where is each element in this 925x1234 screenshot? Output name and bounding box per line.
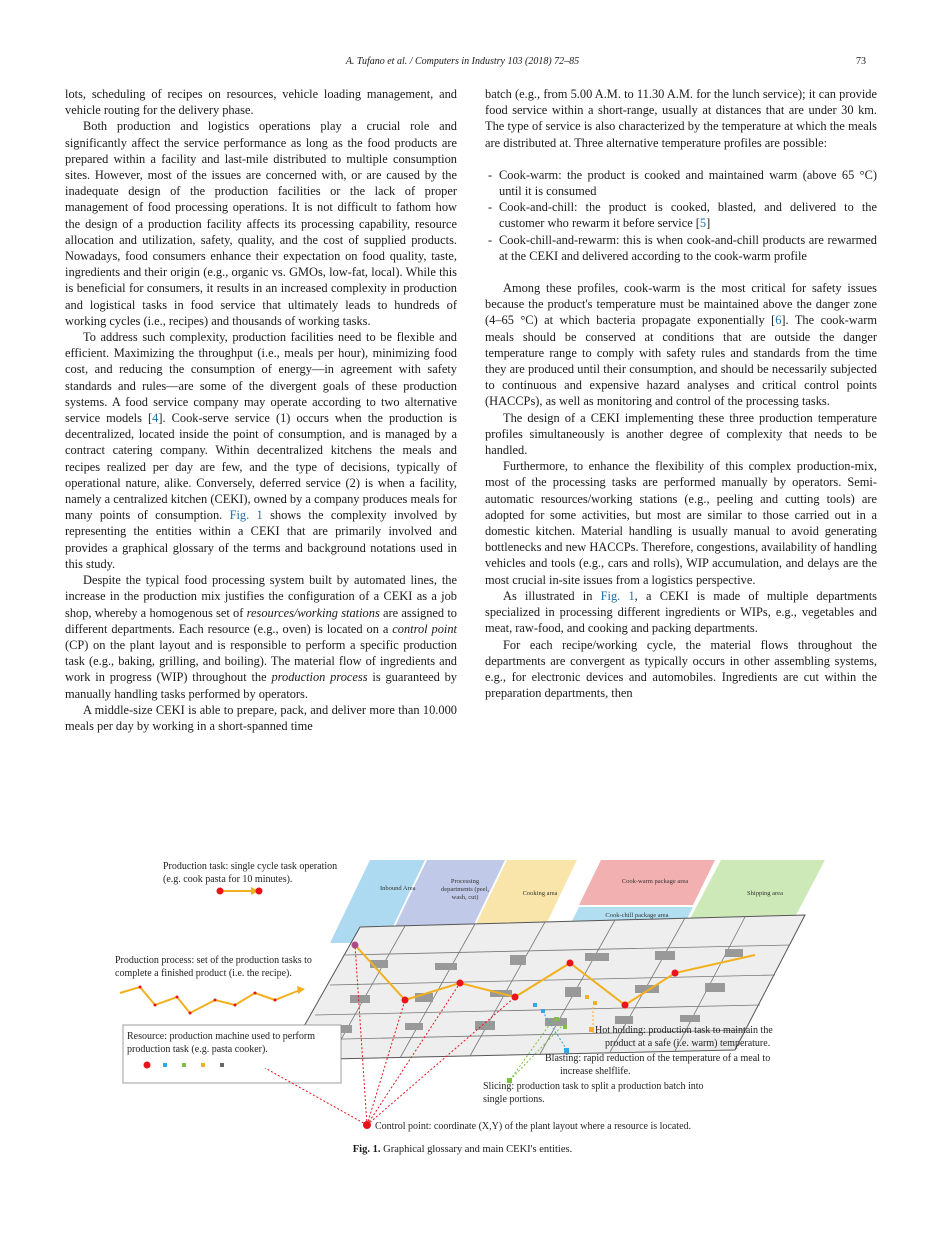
svg-text:departments (peel,: departments (peel,: [440, 886, 490, 893]
citation-link[interactable]: 5: [699, 216, 707, 231]
right-column: [485, 86, 877, 701]
left-column: [65, 86, 457, 734]
blasting-label: Blasting: rapid reduction of the temperature of a meal to: [545, 1053, 771, 1064]
running-header: [0, 56, 925, 72]
paragraph: As illustrated in Fig. 1, a CEKI is made of multiple departments specialized in processing different ingredients or WIPs, e.g., vegetables and meat, raw-food, and cooking and packing departments.: [485, 588, 877, 636]
figure-link[interactable]: Fig. 1: [600, 588, 635, 603]
paragraph: Despite the typical food processing system built by automated lines, the increase in the production mix justifies the configuration of a CEKI as a job shop, whereby a homogenous set of resources/working stations are assigned to different departments. Each resource (e.g., oven) is located on a control point (CP) on the plant layout and is responsible to perform a specific production task (e.g., baking, grilling, and boiling). The material flow of ingredients and work in progress (WIP) throughout the production process is guaranteed by manually handling tasks performed by operators.: [65, 573, 457, 701]
process-flow-legend: [120, 987, 300, 1013]
resource-label: Resource: production machine used to perform: [127, 1031, 315, 1042]
journal-citation: A. Tufano et al. / Computers in Industry 103 (2018) 72–85: [345, 56, 580, 67]
production-task-label: Production task: single cycle task operation: [163, 861, 338, 872]
area-inbound-label: Inbound Area: [380, 885, 416, 892]
page-number: 73: [856, 56, 866, 67]
paragraph: Among these profiles, cook-warm is the most critical for safety issues because the product's temperature must be maintained above the danger zone (4–65 °C) at which bacteria propagate exponentially [6]. The cook-warm meals should be conserved at conditions that are outside the danger temperature range to comply with safety rules and standards from the time they are produced until their consumption, and should be necessarily subjected to continuous and expensive hazard analyses and critical control points (HACCPs), as well as monitoring and control of the processing tasks.: [485, 281, 877, 409]
paragraph: For each recipe/working cycle, the material flows throughout the departments are convergent as typically occurs in other assembling systems, e.g., for electronic devices and automobiles. Ingredients are cut within the preparation departments, then: [485, 637, 877, 701]
paragraph: Both production and logistics operations play a crucial role and significantly affect the service performance as long as the food products are prepared within a facility and last-mile distributed to multiple consumption sites. However, most of the issues are concerned with, or are caused by the inadequate design of the production facilities or the lack of proper management of food processing operations. It is not difficult to fathom how the design of a production facility affects its processing capability, resource allocation and utilization, safety, quality, and the cost of supplied products. Nowadays, food consumers enhance their expectation on food quality, taste, ingredients and their origin (e.g., organic vs. GMOs, low-fat, local). While this is beneficial for consumers, it results in an increased complexity in production and logistical tasks in food service that ultimately leads to hundreds of working cycles (i.e., recipes) and thousands of working tasks.: [65, 119, 457, 328]
list-item: - Cook-warm: the product is cooked and maintained warm (above 65 °C) until it is consumed: [485, 167, 877, 199]
svg-text:(e.g. cook pasta for 10 minute: (e.g. cook pasta for 10 minutes).: [163, 874, 293, 885]
area-cooking-label: Cooking area: [522, 890, 558, 897]
paragraph: A middle-size CEKI is able to prepare, pack, and deliver more than 10.000 meals per day by working in a short-spanned time: [65, 702, 457, 733]
list-item: - Cook-chill-and-rewarm: this is when cook-and-chill products are rewarmed at the CEKI and delivered according to the cook-warm profile: [485, 232, 877, 264]
list-item: - Cook-and-chill: the product is cooked, blasted, and delivered to the customer who rewarm it before service [5]: [485, 199, 877, 231]
paragraph: To address such complexity, production facilities need to be flexible and efficient. Maximizing the throughput (i.e., meals per hour), minimizing food cost, and reducing the consumption of energy—in agreement with safety standards and rules—are some of the divergent goals of these production systems. A food service company may operate according to two alternative service models [4]. Cook-serve service (1) occurs when the production is decentralized, located inside the point of consumption, and is managed by a contract catering company. Within decentralized kitchens the meals and recipes realized per day are few, and the type of decisions, typically of operational nature, alike. Conversely, deferred service (2) is when a facility, namely a centralized kitchen (CEKI), owned by a company produces meals for many points of consumption. Fig. 1 shows the complexity involved by representing the entities within a CEKI that are primarily involved and provides a graphical glossary of the terms and background notations used in this study.: [65, 330, 457, 571]
slicing-label: Slicing: production task to split a production batch into: [483, 1081, 704, 1092]
temperature-profile-list: [485, 167, 877, 264]
svg-text:single portions.: single portions.: [483, 1094, 545, 1105]
svg-text:wash, cut): wash, cut): [451, 894, 479, 901]
area-cookchill-label: Cook-chill package area: [605, 912, 669, 919]
citation-link[interactable]: 6: [775, 313, 782, 328]
area-shipping-label: Shipping area: [747, 890, 783, 897]
svg-text:increase shelflife.: increase shelflife.: [560, 1066, 631, 1077]
svg-text:complete a finished product (i: complete a finished product (i.e. the recipe).: [115, 968, 292, 979]
paragraph: batch (e.g., from 5.00 A.M. to 11.30 A.M. for the lunch service); it can provide food service within a short-range, usually at distances that are under 30 km. The type of service is also characterized by the temperature at which the meals are distributed at. Three alternative temperature profiles are possible:: [485, 87, 877, 150]
svg-text:product at a safe (i.e. warm): product at a safe (i.e. warm) temperature.: [605, 1038, 771, 1049]
citation-link[interactable]: 4: [152, 411, 159, 426]
figure-link[interactable]: Fig. 1: [229, 508, 263, 523]
paragraph: lots, scheduling of recipes on resources, vehicle loading management, and vehicle routing for the delivery phase.: [65, 87, 457, 118]
control-point-label: Control point: coordinate (X,Y) of the plant layout where a resource is located.: [375, 1121, 692, 1132]
production-process-label: Production process: set of the production tasks to: [115, 955, 312, 966]
svg-text:production task (e.g. pasta co: production task (e.g. pasta cooker).: [127, 1044, 268, 1055]
paragraph: Furthermore, to enhance the flexibility of this complex production-mix, most of the processing tasks are performed manually by operators. Semi-automatic resources/working stations (e.g., peeling and cutting tools) are adopted for some activities, but most are similar to those carried out in a domestic kitchen. Material handling is usually manual to avoid generating bottlenecks and new HACCPs. Therefore, congestions, availability of handling vehicles and tools (e.g., cars and rolls), WIP accumulation, and delays are the most crucial in-site issues from a logistics perspective.: [485, 459, 877, 587]
paragraph: The design of a CEKI implementing these three production temperature profiles simultaneously is another degree of complexity that needs to be handled.: [485, 410, 877, 458]
area-processing-label: Processing: [450, 878, 480, 885]
figure-caption: Fig. 1. Graphical glossary and main CEKI's entities.: [352, 1144, 573, 1155]
hot-holding-label: Hot holding: production task to maintain the: [595, 1025, 773, 1036]
area-cookwarm-label: Cook-warm package area: [621, 878, 689, 885]
figure-1: [115, 855, 830, 1138]
